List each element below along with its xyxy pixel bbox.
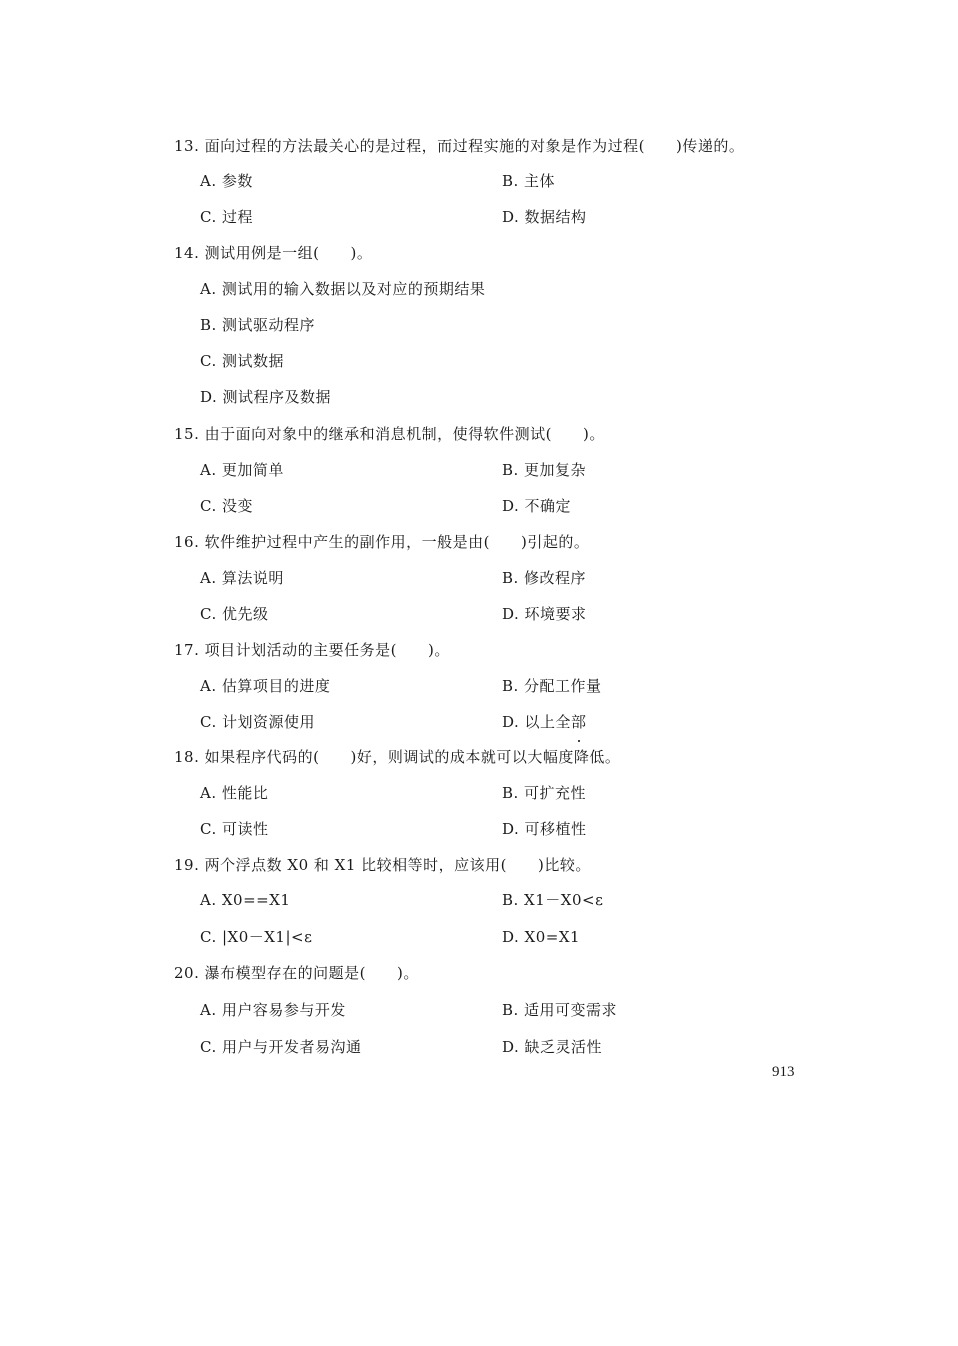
question-17-stem: 17. 项目计划活动的主要任务是( )。 bbox=[174, 641, 450, 659]
question-18-stem: 18. 如果程序代码的( )好，则调试的成本就可以大幅度降低。 bbox=[174, 748, 621, 766]
question-20-option-c: C. 用户与开发者易沟通 bbox=[200, 1038, 362, 1056]
question-14-option-a: A. 测试用的输入数据以及对应的预期结果 bbox=[200, 280, 486, 298]
question-16-option-b: B. 修改程序 bbox=[502, 569, 587, 587]
question-19-option-b: B. X1－X0<ε bbox=[502, 891, 604, 909]
question-15-option-b: B. 更加复杂 bbox=[502, 461, 587, 479]
page-number: 913 bbox=[772, 1064, 795, 1080]
question-16-option-c: C. 优先级 bbox=[200, 605, 269, 623]
question-19-option-a: A. X0==X1 bbox=[200, 891, 291, 909]
question-18-option-d: D. 可移植性 bbox=[502, 820, 587, 838]
question-20-option-a: A. 用户容易参与开发 bbox=[200, 1001, 346, 1019]
question-15-stem: 15. 由于面向对象中的继承和消息机制，使得软件测试( )。 bbox=[174, 425, 605, 443]
question-17-option-c: C. 计划资源使用 bbox=[200, 713, 315, 731]
question-17-option-b: B. 分配工作量 bbox=[502, 677, 602, 695]
question-20-stem: 20. 瀑布模型存在的问题是( )。 bbox=[174, 964, 419, 982]
question-15-option-d: D. 不确定 bbox=[502, 497, 572, 515]
question-14-stem: 14. 测试用例是一组( )。 bbox=[174, 244, 373, 262]
question-13-option-d: D. 数据结构 bbox=[502, 208, 587, 226]
question-13-option-a: A. 参数 bbox=[200, 172, 253, 190]
question-14-option-b: B. 测试驱动程序 bbox=[200, 316, 316, 334]
scan-speck bbox=[578, 740, 580, 742]
question-19-stem: 19. 两个浮点数 X0 和 X1 比较相等时，应该用( )比较。 bbox=[174, 856, 591, 874]
question-20-option-b: B. 适用可变需求 bbox=[502, 1001, 618, 1019]
question-18-option-b: B. 可扩充性 bbox=[502, 784, 587, 802]
question-14-option-d: D. 测试程序及数据 bbox=[200, 388, 332, 406]
question-16-stem: 16. 软件维护过程中产生的副作用，一般是由( )引起的。 bbox=[174, 533, 590, 551]
question-17-option-a: A. 估算项目的进度 bbox=[200, 677, 331, 695]
question-18-option-c: C. 可读性 bbox=[200, 820, 269, 838]
question-18-option-a: A. 性能比 bbox=[200, 784, 269, 802]
question-19-option-d: D. X0=X1 bbox=[502, 928, 581, 946]
question-15-option-c: C. 没变 bbox=[200, 497, 253, 515]
question-20-option-d: D. 缺乏灵活性 bbox=[502, 1038, 603, 1056]
question-19-option-c: C. |X0－X1|<ε bbox=[200, 928, 313, 946]
question-16-option-a: A. 算法说明 bbox=[200, 569, 284, 587]
question-14-option-c: C. 测试数据 bbox=[200, 352, 284, 370]
question-13-stem: 13. 面向过程的方法最关心的是过程，而过程实施的对象是作为过程( )传递的。 bbox=[174, 137, 745, 155]
question-16-option-d: D. 环境要求 bbox=[502, 605, 587, 623]
question-15-option-a: A. 更加简单 bbox=[200, 461, 284, 479]
question-17-option-d: D. 以上全部 bbox=[502, 713, 587, 731]
question-13-option-b: B. 主体 bbox=[502, 172, 556, 190]
question-13-option-c: C. 过程 bbox=[200, 208, 253, 226]
